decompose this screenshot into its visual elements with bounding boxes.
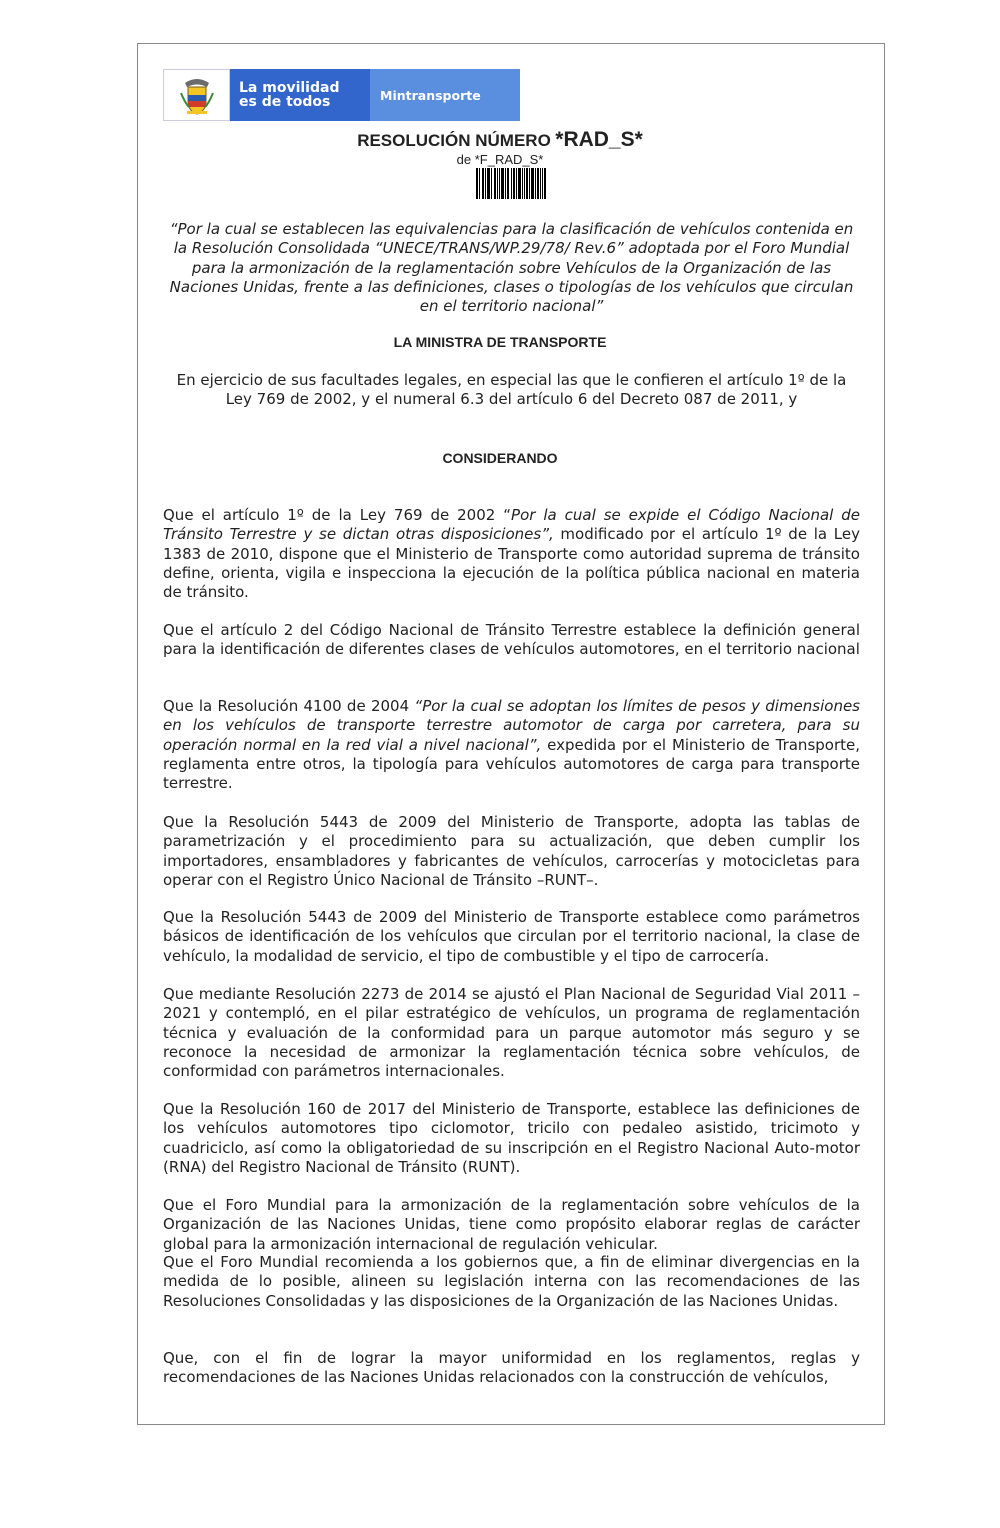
considering-paragraph-9: Que el Foro Mundial recomienda a los gobiernos que, a fin de eliminar divergencias en la medida de lo posible, alineen su legislación interna con las recomendaciones de las Resoluciones Consolidadas y las disposiciones de la Organización de las Naciones Unidas. [163, 1253, 860, 1310]
resolution-date: de *F_RAD_S* [456, 152, 544, 167]
barcode-icon [476, 168, 546, 199]
paragraph-text: Que el artículo 1º de la Ley 769 de 2002 “ [163, 506, 512, 524]
logo-line2: es de todos [239, 94, 331, 110]
ministry-logo [163, 69, 520, 121]
considering-paragraph-8: Que el Foro Mundial para la armonización de la reglamentación sobre vehículos de la Organización de las Naciones Unidas, tiene como propósito elaborar reglas de carácter global para la armonización internacional de regulación vehicular. [163, 1196, 860, 1253]
paragraph-italic-text: “Por la cual se adoptan los límites de pesos y dimensiones en los vehículos de transporte terrestre automotor de carga por carretera, para su operación normal en la red vial a nivel nacional”, [163, 697, 860, 754]
considering-paragraph-5: Que la Resolución 5443 de 2009 del Ministerio de Transporte establece como parámetros básicos de identificación de los vehículos que circulan por el territorio nacional, la clase de vehículo, la modalidad de servicio, el tipo de combustible y el tipo de carrocería. [163, 908, 860, 965]
considering-paragraph-1 [163, 506, 860, 602]
considering-paragraph-4: Que la Resolución 5443 de 2009 del Ministerio de Transporte, adopta las tablas de parametrización y el procedimiento para su actualización, que deben cumplir los importadores, ensambladores y fabricantes de vehículos, carrocerías y motocicletas para operar con el Registro Único Nacional de Tránsito –RUNT–. [163, 813, 860, 889]
considering-paragraph-2: Que el artículo 2 del Código Nacional de Tránsito Terrestre establece la definición general para la identificación de diferentes clases de vehículos automotores, en el territorio nacional [163, 621, 860, 659]
legal-powers-statement: En ejercicio de sus facultades legales, en especial las que le confieren el artículo 1º de la Ley 769 de 2002, y el numeral 6.3 del artículo 6 del Decreto 087 de 2011, y [176, 371, 847, 409]
logo-ministry-name: Mintransporte [370, 69, 520, 121]
resolution-title [0, 128, 1000, 152]
considering-paragraph-3 [163, 697, 860, 793]
logo-slogan [230, 69, 370, 121]
resolution-label: RESOLUCIÓN NÚMERO [357, 131, 551, 150]
paragraph-text: Que la Resolución 4100 de 2004 [163, 697, 415, 715]
considering-paragraph-6: Que mediante Resolución 2273 de 2014 se ajustó el Plan Nacional de Seguridad Vial 2011 – 2021 y contempló, en el pilar estratégico de vehículos, un programa de reglamentación técnica y evaluación de la conformidad para un parque automotor más seguro y se reconoce la necesidad de armonizar la reglamentación técnica sobre vehículos, de conformidad con parámetros internacionales. [163, 985, 860, 1081]
paragraph-text: modificado por el artículo 1º de la Ley 1383 de 2010, dispone que el Ministerio de Transporte como autoridad suprema de tránsito define, orienta, vigila e inspecciona la ejecución de la política pública nacional en materia de tránsito. [163, 525, 860, 602]
considerando-heading: CONSIDERANDO [442, 450, 558, 466]
logo-line1: La movilidad [239, 80, 340, 96]
paragraph-italic-text: Por la cual se expide el Código Nacional de Tránsito Terrestre y se dictan otras disposiciones”, [163, 506, 861, 544]
considering-paragraph-7: Que la Resolución 160 de 2017 del Ministerio de Transporte, establece las definiciones de los vehículos automotores tipo ciclomotor, tricilo con pedaleo asistido, tricimoto y cuadriciclo, así como la obligatoriedad de su inscripción en el Registro Nacional Auto-motor (RNA) del Registro Nacional de Tránsito (RUNT). [163, 1100, 860, 1176]
coat-of-arms-icon [163, 69, 230, 121]
resolution-subject: “Por la cual se establecen las equivalencias para la clasificación de vehículos contenida en la Resolución Consolidada “UNECE/TRANS/WP.29/78/ Rev.6” adoptada por el Foro Mundial para la armonización de la reglamentación sobre Vehículos de la Organización de las Naciones Unidas, frente a las definiciones, clases o tipologías de los vehículos que circulan en el territorio nacional” [169, 220, 854, 316]
paragraph-text: expedida por el Ministerio de Transporte, reglamenta entre otros, la tipología para vehículos automotores de carga para transporte terrestre. [163, 735, 861, 793]
resolution-number: *RAD_S* [555, 128, 643, 151]
considering-paragraph-10: Que, con el fin de lograr la mayor uniformidad en los reglamentos, reglas y recomendaciones de las Naciones Unidas relacionados con la construcción de vehículos, [163, 1349, 860, 1387]
minister-heading: LA MINISTRA DE TRANSPORTE [393, 334, 607, 350]
